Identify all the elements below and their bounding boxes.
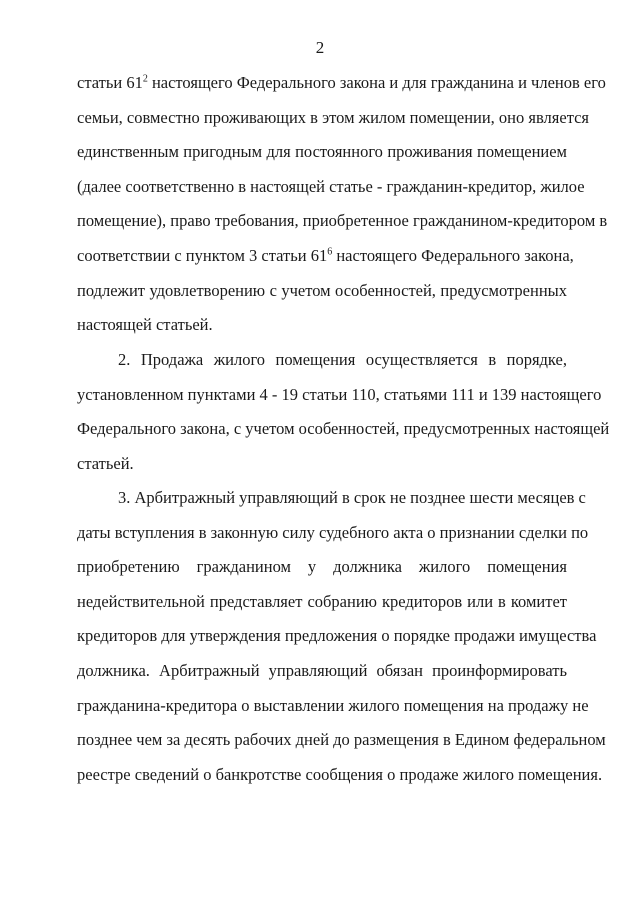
page-number: 2 [315,38,325,57]
paragraph-1 [77,66,608,343]
text-line: настоящей статьей. [77,315,213,335]
text-line [77,66,606,101]
text-line: единственным пригодным для постоянного проживания помещением [77,142,567,162]
text-line: кредиторов для утверждения предложения о порядке продажи имущества [77,626,597,646]
paragraph-3 [77,481,606,792]
text-line: подлежит удовлетворению с учетом особенностей, предусмотренных [77,280,567,300]
text-line: (далее соответственно в настоящей статье - гражданин-кредитор, жилое [77,176,585,196]
text-line [77,239,574,274]
text-fragment: настоящего Федерального закона и для гражданина и членов его [147,73,606,92]
text-line: семьи, совместно проживающих в этом жилом помещении, оно является [77,107,590,127]
text-line: позднее чем за десять рабочих дней до размещения в Едином федеральном [77,730,606,750]
text-line: статьей. [77,453,134,473]
text-line: 2. Продажа жилого помещения осуществляется в порядке, [118,350,567,369]
text-fragment: соответствии с пунктом 3 статьи 61 [77,245,328,265]
text-line: установленном пунктами 4 - 19 статьи 110, статьями 111 и 139 настоящего [77,384,602,404]
text-line: помещение), право требования, приобретенное гражданином-кредитором в [77,211,608,231]
text-line: приобретению гражданином у должника жилого помещения [77,557,567,577]
text-line: реестре сведений о банкротстве сообщения о продаже жилого помещения. [77,764,603,784]
text-fragment: статьи 61 [77,73,143,92]
text-line: даты вступления в законную силу судебного акта о признании сделки по [77,522,589,542]
text-line: Федерального закона, с учетом особенностей, предусмотренных настоящей [77,419,610,439]
paragraph-2 [77,343,610,481]
text-line: должника. Арбитражный управляющий обязан проинформировать [77,660,567,680]
text-fragment: настоящего Федерального закона, [332,245,574,265]
text-line: 3. Арбитражный управляющий в срок не позднее шести месяцев с [118,488,586,507]
text-line: недействительной представляет собранию кредиторов или в комитет [77,591,567,611]
superscript: 2 [142,73,148,85]
superscript: 6 [327,246,333,258]
text-line: гражданина-кредитора о выставлении жилого помещения на продажу не [77,695,589,715]
